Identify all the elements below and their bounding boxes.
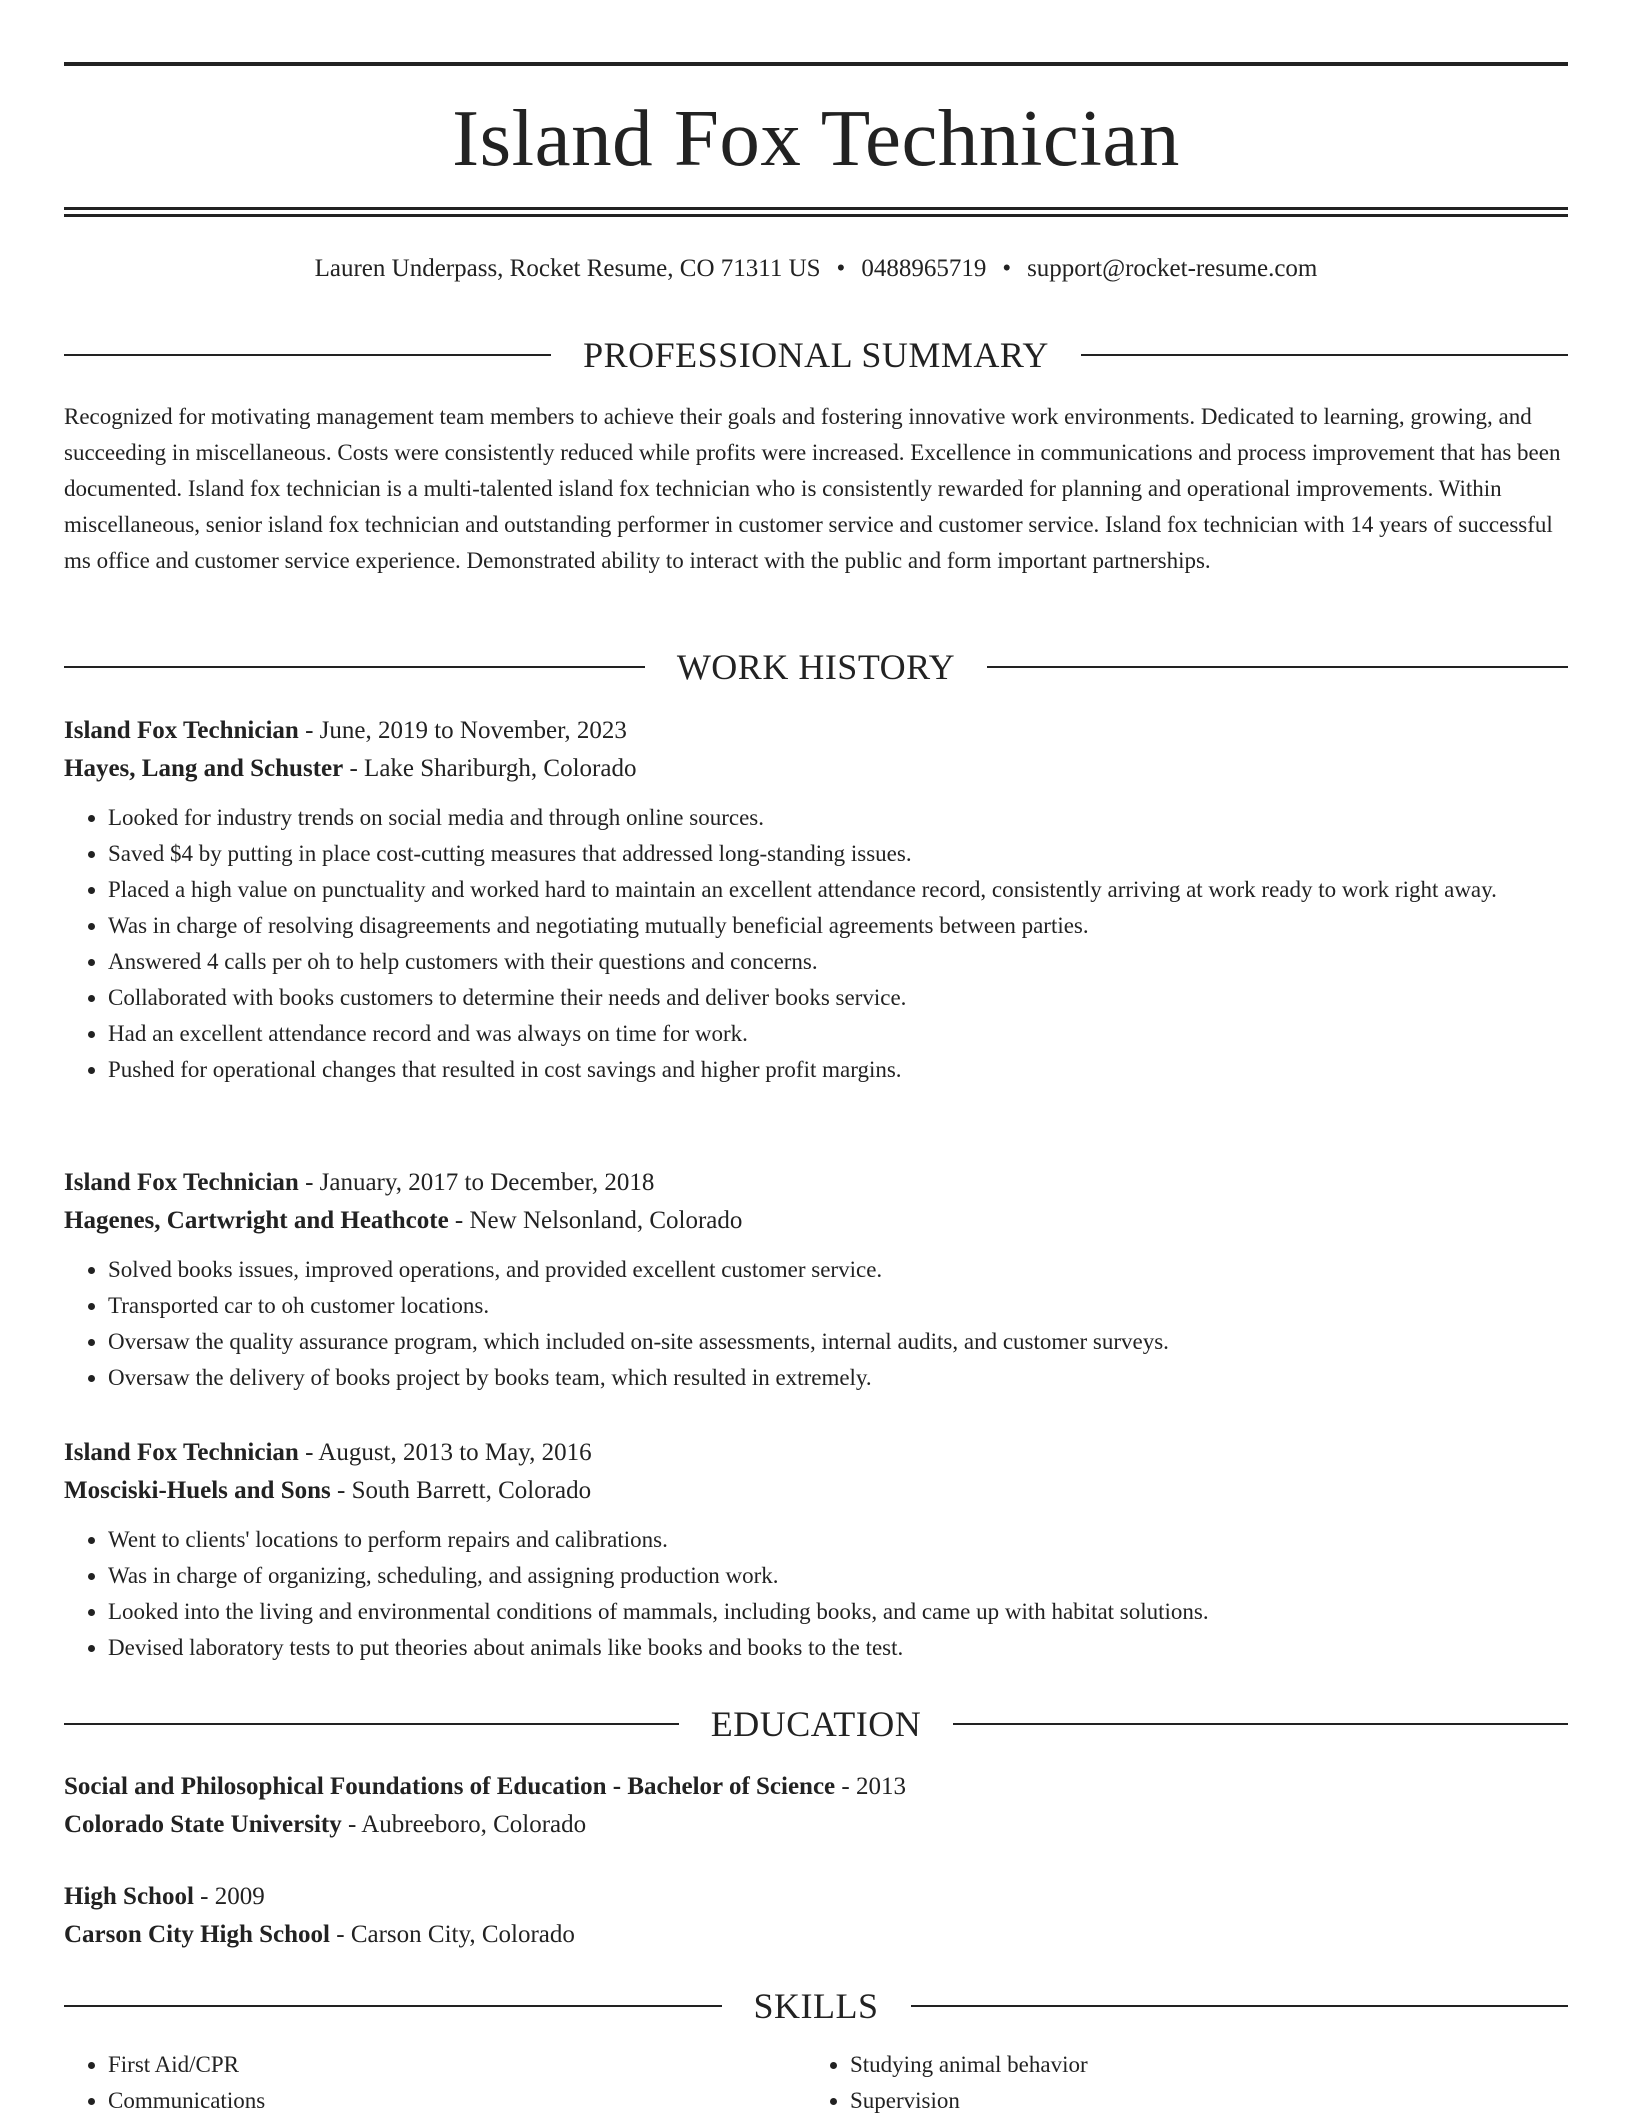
- contact-email: support@rocket-resume.com: [1027, 255, 1318, 282]
- list-item: • Had an excellent attendance record and was always on time for work.: [108, 1016, 1568, 1052]
- job-company-line: [64, 1472, 1568, 1510]
- education-entry: [64, 1768, 1568, 1844]
- job-dates: - June, 2019 to November, 2023: [298, 717, 627, 744]
- job-company-line: [64, 750, 1568, 788]
- education-year: - 2009: [193, 1883, 265, 1910]
- skills-list: [64, 2047, 806, 2119]
- section-title: SKILLS: [753, 1986, 879, 2026]
- contact-separator: •: [1002, 255, 1012, 282]
- list-item: • Pushed for operational changes that resulted in cost savings and higher profit margins.: [108, 1052, 1568, 1088]
- heading-rule: [1081, 354, 1568, 356]
- list-item: • Was in charge of resolving disagreements and negotiating mutually beneficial agreements between parties.: [108, 908, 1568, 944]
- list-item: • Looked for industry trends on social media and through online sources.: [108, 800, 1568, 836]
- list-item: • Looked into the living and environmental conditions of mammals, including books, and came up with habitat solutions.: [108, 1594, 1568, 1630]
- heading-rule: [64, 1723, 679, 1725]
- contact-phone: 0488965719: [861, 255, 987, 282]
- job-dates: - January, 2017 to December, 2018: [298, 1169, 655, 1196]
- job-company: Hagenes, Cartwright and Heathcote: [64, 1207, 449, 1234]
- section-title: EDUCATION: [710, 1704, 922, 1744]
- contact-separator: •: [836, 255, 846, 282]
- education-degree-line: [64, 1768, 1568, 1806]
- skills-list: [806, 2047, 1548, 2119]
- job-entry: [64, 712, 1568, 1088]
- summary-heading: [64, 333, 1568, 377]
- job-title-line: [64, 1434, 1568, 1472]
- education-entry: [64, 1878, 1568, 1954]
- education-year: - 2013: [835, 1773, 906, 1800]
- education-degree: Social and Philosophical Foundations of Education - Bachelor of Science: [64, 1773, 836, 1800]
- list-item: • Collaborated with books customers to determine their needs and deliver books service.: [108, 980, 1568, 1016]
- education-school: Colorado State University: [64, 1811, 342, 1838]
- education-location: - Carson City, Colorado: [330, 1921, 575, 1948]
- education-school-line: [64, 1806, 1568, 1844]
- job-company: Hayes, Lang and Schuster: [64, 755, 344, 782]
- job-location: - South Barrett, Colorado: [330, 1477, 592, 1504]
- contact-address: Lauren Underpass, Rocket Resume, CO 71311 US: [314, 255, 821, 282]
- education-school: Carson City High School: [64, 1921, 331, 1948]
- list-item: • Solved books issues, improved operations, and provided excellent customer service.: [108, 1252, 1568, 1288]
- heading-rule: [64, 2005, 722, 2007]
- job-title: Island Fox Technician: [64, 1439, 299, 1466]
- job-title-line: [64, 712, 1568, 750]
- job-bullets: [64, 1252, 1568, 1396]
- name-double-rule: [64, 207, 1568, 217]
- top-rule: [64, 62, 1568, 66]
- heading-rule: [911, 2005, 1569, 2007]
- skill-item: • Communications: [108, 2083, 806, 2119]
- skills-column-right: [806, 2047, 1548, 2119]
- list-item: • Oversaw the quality assurance program, which included on-site assessments, internal audits, and customer surveys.: [108, 1324, 1568, 1360]
- skill-item: • Supervision: [850, 2083, 1548, 2119]
- resume-name: Island Fox Technician: [452, 93, 1180, 183]
- list-item: • Placed a high value on punctuality and worked hard to maintain an excellent attendance record, consistently arriving at work ready to work right away.: [108, 872, 1568, 908]
- job-title: Island Fox Technician: [64, 717, 299, 744]
- section-title: WORK HISTORY: [676, 647, 956, 687]
- summary-text: Recognized for motivating management team members to achieve their goals and fostering innovative work environments. Dedicated to learning, growing, and succeeding in miscellaneous. Costs were consistently reduced while profits were increased. Excellence in communications and process improvement that has been documented. Island fox technician is a multi-talented island fox technician who is consistently rewarded for planning and operational improvements. Within miscellaneous, senior island fox technician and outstanding performer in customer service and customer service. Island fox technician with 14 years of successful ms office and customer service experience. Demonstrated ability to interact with the public and form important partnerships.: [64, 404, 1561, 573]
- job-company-line: [64, 1202, 1568, 1240]
- list-item: • Oversaw the delivery of books project by books team, which resulted in extremely.: [108, 1360, 1568, 1396]
- education-location: - Aubreeboro, Colorado: [341, 1811, 587, 1838]
- job-location: - New Nelsonland, Colorado: [448, 1207, 743, 1234]
- skill-item: • First Aid/CPR: [108, 2047, 806, 2083]
- education-degree: High School: [64, 1883, 194, 1910]
- job-dates: - August, 2013 to May, 2016: [298, 1439, 592, 1466]
- list-item: • Went to clients' locations to perform repairs and calibrations.: [108, 1522, 1568, 1558]
- job-entry: [64, 1434, 1568, 1666]
- job-company: Mosciski-Huels and Sons: [64, 1477, 331, 1504]
- job-entry: [64, 1164, 1568, 1396]
- job-title: Island Fox Technician: [64, 1169, 299, 1196]
- job-bullets: [64, 800, 1568, 1088]
- list-item: • Was in charge of organizing, scheduling, and assigning production work.: [108, 1558, 1568, 1594]
- heading-rule: [64, 666, 645, 668]
- list-item: • Transported car to oh customer locations.: [108, 1288, 1568, 1324]
- heading-rule: [953, 1723, 1568, 1725]
- education-heading: [64, 1702, 1568, 1746]
- heading-rule: [987, 666, 1568, 668]
- skills-heading: [64, 1984, 1568, 2028]
- education-school-line: [64, 1916, 1568, 1954]
- job-location: - Lake Shariburgh, Colorado: [343, 755, 637, 782]
- section-title: PROFESSIONAL SUMMARY: [583, 335, 1049, 375]
- contact-line: [64, 253, 1568, 285]
- job-title-line: [64, 1164, 1568, 1202]
- list-item: • Devised laboratory tests to put theories about animals like books and books to the test.: [108, 1630, 1568, 1666]
- list-item: • Answered 4 calls per oh to help customers with their questions and concerns.: [108, 944, 1568, 980]
- job-bullets: [64, 1522, 1568, 1666]
- skills-grid: [64, 2047, 1568, 2119]
- education-degree-line: [64, 1878, 1568, 1916]
- skills-column-left: [64, 2047, 806, 2119]
- work-heading: [64, 645, 1568, 689]
- skill-item: • Studying animal behavior: [850, 2047, 1548, 2083]
- list-item: • Saved $4 by putting in place cost-cutting measures that addressed long-standing issues.: [108, 836, 1568, 872]
- heading-rule: [64, 354, 551, 356]
